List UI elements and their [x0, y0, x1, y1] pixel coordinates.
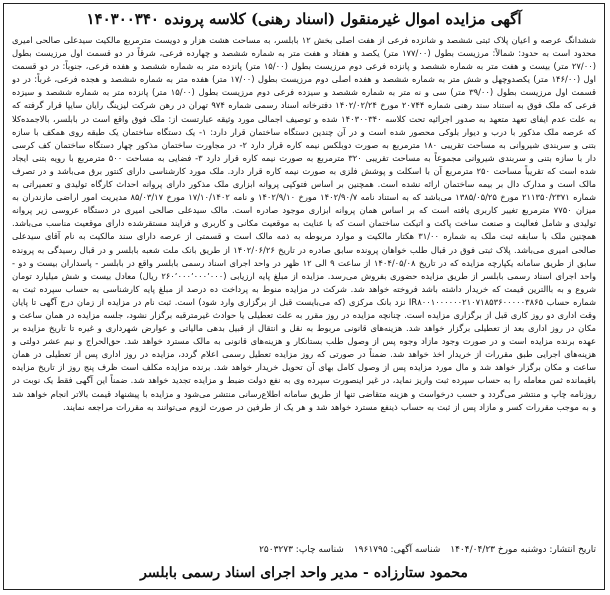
print-id: شناسه چاپ: ۲۵۰۳۲۷۳ [259, 545, 344, 555]
notice-title: آگهی مزایده اموال غیرمنقول (اسناد رهنی) کلاسه پرونده ۱۴۰۳۰۰۳۴۰ [86, 10, 522, 28]
publish-date: تاریخ انتشار: دوشنبه مورخ ۱۴۰۴/۰۴/۲۳ [450, 545, 596, 555]
notice-body: ششدانگ عرصه و اعیان پلاک ثبتی ششصد و شانزده فرعی از هفت اصلی بخش ۱۲ بابلسر، به مساحت هشت هزار و دویست مترمربع مالکیت سیدعلی صالحی امیری محدود است به حدود: شمالاً: مرزیست بطول (۱۷۷/۰۰ متر) یکصد و هفتاد و هفت متر به شماره ششصد و چهارده فرعی، شرقاً در دو قسمت اول مرزیست بطول (۲۷/۰۰ متر) بیست و هفت متر به شماره ششصد و پانزده فرعی دوم مرزیست بطول (۱۵/۰۰ متر) پانزده متر به شماره ششصد و هفده فرعی، جنوباً: در دو قسمت اول (۱۴۶/۰۰ متر) یکصدوچهل و شش متر به شماره ششصد و هفده اصلی دوم مرزیست بطول (۱۷/۰۰ متر) هفده متر به شماره ششصد و هجده فرعی، غرباً: در دو قسمت اول مرزیست بطول (۳۹/۰۰ متر) سی و نه متر به شماره ششصد و سیزده فرعی دوم مرزیست بطول (۱۵/۰۰ متر) پانزده متر به شماره ششصد و سیزده فرعی که ملک فوق به استناد سند رهنی شماره ۲۰۷۴۴ مورخ ۱۴۰۲/۰۲/۲۴ دفترخانه اسناد رسمی شماره ۹۷۴ تهران در رهن شرکت لیزینگ رایان سایپا قرار گرفته که به علت عدم ایفای تعهد متعهد به صدور اجرائیه تحت کلاسه ۱۴۰۳۰۰۳۴۰ شده و توصیف اجمالی مورد وثیقه عبارتست از: ملک فوق واقع است در بابلسر، بالاجمده‌کلا که عرصه ملک مذکور با درب و دیوار بلوکی محصور شده است و در آن چندین دستگاه ساختمان قرار دارد: ۱- یک دستگاه ساختمان یک طبقه روی همکف با سازه بتنی و سربندی شیروانی به مساحت تقریبی ۱۸۰ مترمربع به صورت دوبلکس نیمه کاره قرار دارد ۲- در مجاورت ساختمان مذکور چهار دستگاه ساختمان کف کرسی دار با سازه بتنی و سربندی شیروانی مجموعاً به مساحت تقریبی ۳۲۰ مترمربع به صورت نیمه کاره قرار دارد ۳- فضایی به مساحت ۵۰۰ مترمربع با رویه بتنی ایجاد شده است که تقریباً مساحت ۲۵۰ مترمربع آن با اسکلت و پوشش فلزی به صورت نیمه کاره قرار دارد. ملک مورد کارشناسی دارای کنتور برق می‌باشد و در تصرف مالک است و مدارک دال بر بیمه ساختمان ارائه نشده است. همچنین بر اساس فتوکپی پروانه ابزاری ملک مذکور دارای پروانه احداث کارگاه تولیدی و تعمیراتی به شماره ۲۱۱۳۵۰/۲۳۷۱ مورخ ۱۳۸۵/۰۵/۲۵ می‌باشد که به استناد نامه ۱۴۰۲/۹۰/۷ مورخ ۱۴۰۲/۹/۱۰ و نامه ۱۷/۱۰/۱۴۰۲ مورخ ۸۵/۰۳/۱۷ مدیریت امور اراضی مازندران به میزان ۷۷۵۰ مترمربع تغییر کاربری یافته است که بر اساس همان پروانه ابزاری موجود صادره است. مالک سیدعلی صالحی امیری در دستگاه عروسی زیر پروانه تولیدی و شامل فعالیت و صنعت ساخت پاکت و اتیکت ساختمان است که با عنایت به موقعیت مکانی و کاربری و فرایند مستقرشده دارای موقعیت مناسب می‌باشد. همچنین ملک با سابقه ثبت ملک به شماره ۳۱/۰۰ هکتار مالکیت و موارد مربوطه به ذمه مالک است و قسمتی از عرصه دارای سند مالکیت به نام آقای سیدعلی صالحی امیری می‌باشد. پلاک ثبتی فوق در قبال طلب خواهان پرونده سابق صادره در تاریخ ۱۴۰۲/۰۶/۲۶ از طریق بانک ملت شعبه بابلسر و در قبال رسیدگی به پرونده سابق از طریق سامانه یکپارچه مزایده که در تاریخ ۱۴۰۴/۰۵/۰۸ از ساعت ۹ الی ۱۲ ظهر در واحد اجرای اسناد رسمی بابلسر واقع در بابلسر - پاسداران بیست و دو - واحد اجرای اسناد رسمی بابلسر از طریق مزایده حضوری بفروش می‌رسد. مزایده از مبلغ پایه ارزیابی (۲۶۰٬۰۰۰٬۰۰۰٬۰۰۰ ریال) معادل بیست و شش میلیارد تومان شروع و به باالترین قیمت که خریدار داشته باشد فروخته خواهد شد. شرکت در مزایده منوط به پرداخت ده درصد از مبلغ پایه کارشناسی به حساب سپرده ثبت به شماره حساب IR۸۰۰۱۰۰۰۰۰۰۲۱۰۷۱۸۵۳۶۰۰۰۰۰۳۸۶۵ نزد بانک مرکزی (که می‌بایست قبل از برگزاری وارد شود) است. ثبت نام در مزایده از زمان درج آگهی تا پایان وقت اداری دو روز کاری قبل از برگزاری مزایده است. چنانچه مزایده در روز مقرر به علت تعطیلی یا حوادث غیرمترقبه برگزار نشود، جلسه مزایده در همان ساعت و مکان در روز اداری بعد از تعطیلی برگزار خواهد شد. هزینه‌های قانونی مربوط به نقل و انتقال از قبیل بدهی مالیاتی و عوارض شهرداری و غیره تا تاریخ مزایده بر عهده برنده مزایده است و در صورت وجود مازاد وجوه پس از وصول طلب بستانکار و هزینه‌های قانونی به مالک مسترد خواهد شد. حق‌الحراج و نیم عشر دولتی و هزینه‌های اجرایی طبق مقررات از خریدار اخذ خواهد شد. ضمناً در صورتی که روز مزایده تعطیل رسمی اعلام گردد، مزایده در روز اداری پس از تعطیلی در همان ساعت و مکان برگزار خواهد شد و مال مورد مزایده پس از وصول کامل بهای آن تحویل خریدار خواهد شد. برنده مزایده مکلف است ظرف پنج روز از تاریخ مزایده باقیمانده ثمن معامله را به حساب سپرده ثبت واریز نماید، در غیر اینصورت سپرده وی به نفع دولت ضبط و مزایده تجدید خواهد شد. ضمناً این آگهی فقط یک نوبت در روزنامه چاپ و منتشر می‌گردد و حسب درخواست و هزینه متقاضی تنها از طریق سامانه اطلاع‌رسانی منتشر می‌شود و مزایده با پیشنهاد قیمت بالاتر انجام خواهد شد و به موجب مقررات کسر و مازاد پس از ثبت به حساب ذینفع مسترد خواهد شد و هر یک از طرفین در صورت لزوم می‌توانند به مقررات مراجعه نمایند. [12, 35, 596, 412]
notice-frame [3, 3, 605, 590]
signature: محمود ستارزاده - مدیر واحد اجرای اسناد رسمی بابلسر [140, 565, 468, 581]
notice-footer [12, 545, 596, 555]
notice-id: شناسه آگهی: ۱۹۶۱۷۹۵ [353, 545, 441, 555]
